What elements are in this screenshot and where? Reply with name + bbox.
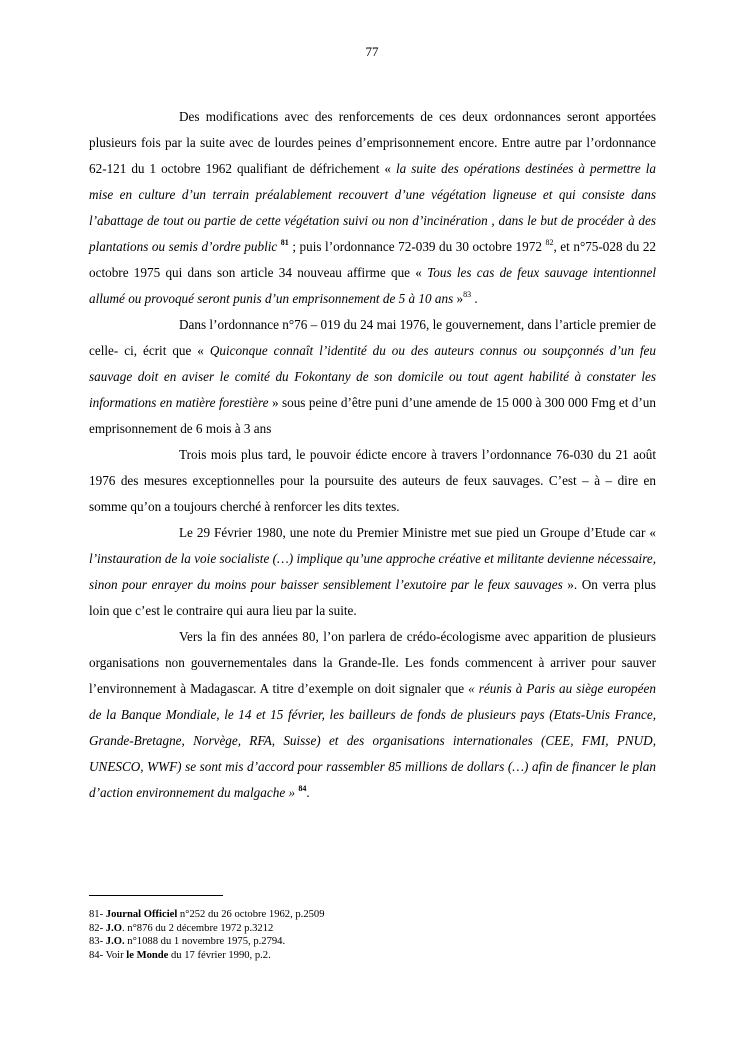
bold-text: J.O.	[105, 936, 125, 947]
page-number: 77	[365, 44, 379, 59]
text-run: Dans l’ordonnance n°76 – 019 du 24 mai 1976, le gouvernement, dans l’article premier de celle- ci, écrit que «	[89, 317, 656, 358]
footnote	[89, 908, 656, 922]
paragraph	[89, 104, 656, 312]
text-run: 81-	[89, 909, 106, 920]
italic-text: la suite des opérations destinées à permettre la mise en culture d’un terrain préalablement recouvert d’une végétation ligneuse et qui consiste dans l’abattage de tout ou partie de cette végétation suivi ou non d’incinération , dans le but de procéder à des plantations ou semis d’ordre public	[89, 161, 656, 254]
text-run: »	[453, 291, 464, 306]
italic-text: Tous les cas de feux sauvage intentionnel allumé ou provoqué seront punis d’un emprisonnement de 5 à 10 ans	[89, 265, 656, 306]
body-text	[89, 104, 656, 806]
text-run: .	[471, 291, 478, 306]
paragraph	[89, 624, 656, 806]
footnotes	[89, 908, 656, 962]
text-run: n°1088 du 1 novembre 1975, p.2794.	[124, 936, 286, 947]
bold-text: le Monde	[126, 949, 169, 961]
footnote	[89, 949, 656, 963]
text-run: » sous peine d’être puni d’une amende de 15 000 à 300 000 Fmg et d’un emprisonnement de 6 mois à 3 ans	[89, 395, 656, 436]
footnote-reference: 84	[298, 784, 307, 793]
paragraph	[89, 520, 656, 624]
footnote-separator	[89, 895, 223, 896]
text-run: 84- Voir	[89, 949, 127, 961]
text-run: 82-	[89, 922, 106, 934]
text-run: ; puis l’ordonnance 72-039 du 30 octobre 1972	[288, 239, 546, 254]
text-run: Des modifications avec des renforcements de ces deux ordonnances seront apportées plusieurs fois par la suite avec de lourdes peines d’emprisonnement encore. Entre autre par l’ordonnance 62-121 du 1 octobre 1962 qualifiant de défrichement «	[89, 109, 656, 176]
text-run: . n°876 du 2 décembre 1972 p.3212	[121, 922, 274, 934]
paragraph	[89, 442, 656, 520]
footnote-reference: 81	[280, 238, 289, 247]
text-run: n°252 du 26 octobre 1962, p.2509	[177, 909, 325, 920]
text-run: .	[306, 785, 310, 800]
bold-text: J.O	[105, 922, 122, 934]
italic-text: l’instauration de la voie socialiste (…) implique qu’une approche créative et militante devienne nécessaire, sinon pour enrayer du moins pour baisser sensiblement l’exutoire par le feux sauvages	[89, 551, 656, 592]
italic-text: « réunis à Paris au siège européen de la Banque Mondiale, le 14 et 15 février, les bailleurs de fonds de plusieurs pays (Etats-Unis France, Grande-Bretagne, Norvège, RFA, Suisse) et des organisations internationales (CEE, FMI, PNUD, UNESCO, WWF) se sont mis d’accord pour rassembler 85 millions de dollars (…) afin de financer le plan d’action environnement du malgache »	[89, 681, 656, 800]
footnote	[89, 935, 656, 949]
text-run: ». On verra plus loin que c’est le contraire qui aura lieu par la suite.	[89, 577, 657, 618]
bold-text: Journal Officiel	[105, 909, 178, 920]
text-run: , et n°75-028 du 22 octobre 1975 qui dans son article 34 nouveau affirme que «	[89, 239, 657, 280]
footnote-reference: 83	[463, 290, 472, 299]
text-run: du 17 février 1990, p.2.	[168, 949, 271, 961]
text-run: Vers la fin des années 80, l’on parlera de crédo-écologisme avec apparition de plusieurs organisations non gouvernementales dans la Grande-Ile. Les fonds commencent à arriver pour sauver l’environnement à Madagascar. A titre d’exemple on doit signaler que	[89, 629, 656, 696]
footnote	[89, 922, 656, 936]
text-run: 83-	[89, 936, 106, 947]
italic-text: Quiconque connaît l’identité du ou des auteurs connus ou soupçonnés d’un feu sauvage doit en aviser le comité du Fokontany de son domicile ou tout agent habilité à constater les informations en matière forestière	[89, 343, 657, 410]
text-run: Trois mois plus tard, le pouvoir édicte encore à travers l’ordonnance 76-030 du 21 août 1976 des mesures exceptionnelles pour la poursuite des auteurs de feux sauvages. C’est – à – dire en somme qu’on a toujours cherché à renforcer les dits textes.	[89, 447, 656, 514]
paragraph	[89, 312, 656, 442]
text-run: Le 29 Février 1980, une note du Premier Ministre met sue pied un Groupe d’Etude car «	[179, 525, 656, 540]
footnote-reference: 82	[545, 238, 554, 247]
